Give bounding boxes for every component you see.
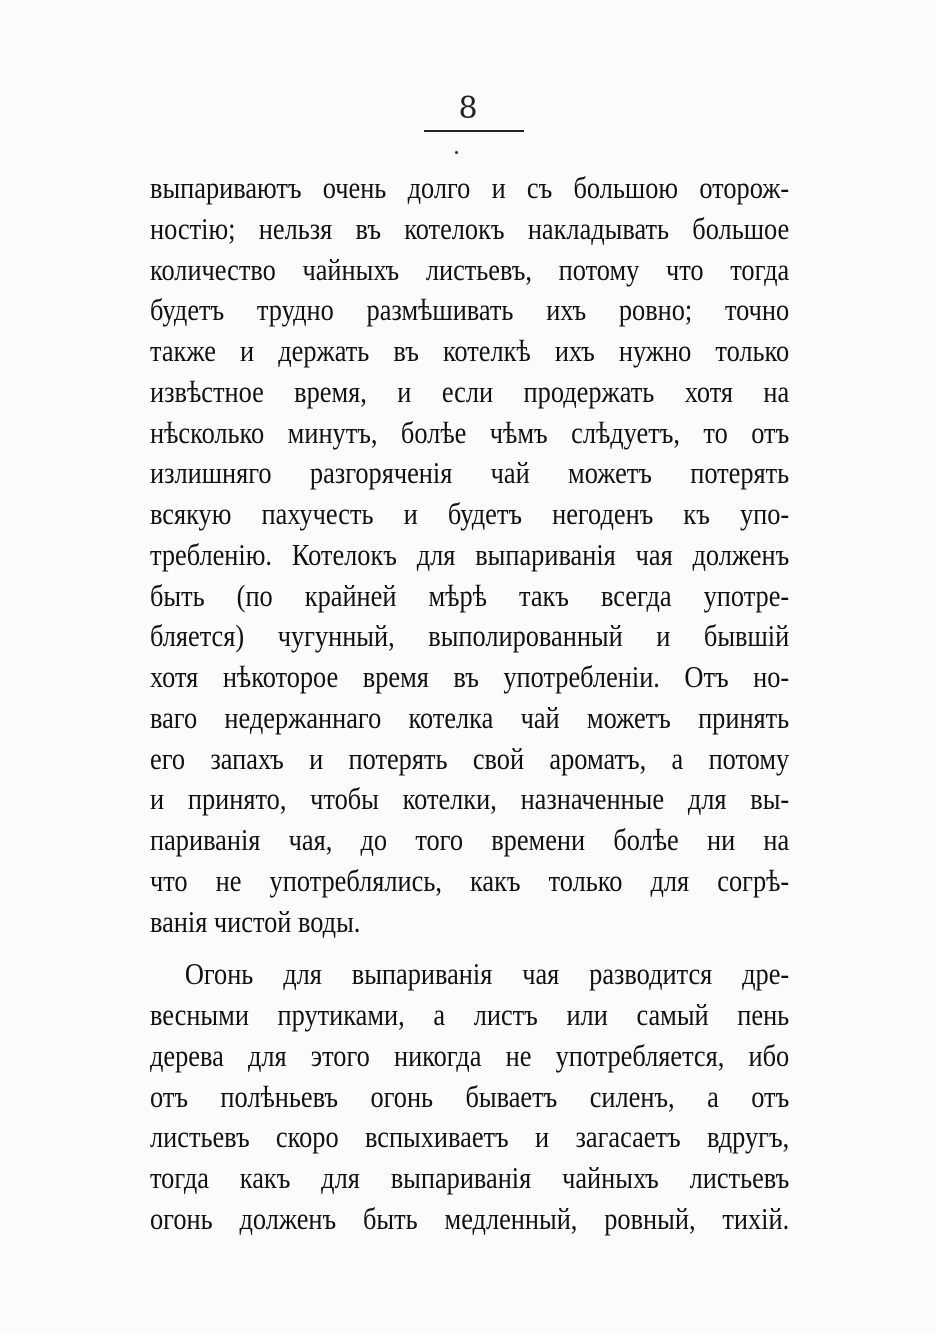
text-line: тогда какъ для выпариванія чайныхъ листьевъ (150, 1160, 790, 1195)
text-line: бляется) чугунный, выполированный и бывшій (150, 618, 790, 654)
paragraph-gap (150, 942, 790, 954)
paragraph-1 (150, 168, 790, 942)
text-line: требленію. Котелокъ для выпариванія чая долженъ (150, 536, 790, 572)
text-line: также и держать въ котелкѣ ихъ нужно только (150, 333, 790, 368)
text-line: весными прутиками, а листъ или самый пень (150, 997, 790, 1032)
text-line: отъ полѣньевъ огонь бываетъ силенъ, а отъ (150, 1078, 790, 1114)
text-line: дерева для этого никогда не употребляется, ибо (150, 1037, 790, 1073)
text-line: хотя нѣкоторое время въ употребленіи. Отъ но- (150, 659, 790, 694)
text-line: нѣсколько минутъ, болѣе чѣмъ слѣдуетъ, то отъ (150, 414, 790, 450)
header-rule (424, 130, 524, 132)
text-line: быть (по крайней мѣрѣ такъ всегда употре- (150, 577, 790, 613)
text-line: ванія чистой воды. (150, 903, 361, 939)
text-line: ностію; нельзя въ котелокъ накладывать большое (150, 210, 790, 246)
text-line: количество чайныхъ листьевъ, потому что тогда (150, 251, 790, 287)
text-line: извѣстное время, и если продержать хотя на (150, 373, 790, 409)
text-line: листьевъ скоро вспыхиваетъ и загасаетъ вдругъ, (150, 1119, 790, 1155)
text-line: и принято, чтобы котелки, назначенные для вы- (150, 781, 790, 817)
text-line: его запахъ и потерять свой ароматъ, а потому (150, 740, 790, 776)
text-line: что не употреблялись, какъ только для согрѣ- (150, 862, 790, 898)
text-line: париванія чая, до того времени болѣе ни на (150, 822, 790, 857)
text-line: всякую пахучесть и будетъ негоденъ къ упо- (150, 496, 790, 531)
body-text (150, 168, 790, 1240)
text-line: ваго недержаннаго котелка чай можетъ принять (150, 699, 790, 735)
text-line: будетъ трудно размѣшивать ихъ ровно; точно (150, 292, 790, 328)
text-line: огонь долженъ быть медленный, ровный, тихій. (150, 1200, 790, 1236)
text-line: излишняго разгоряченія чай можетъ потерять (150, 455, 790, 491)
text-line: выпариваютъ очень долго и съ большою оторож- (150, 170, 790, 205)
paragraph-2 (150, 954, 790, 1239)
text-line: Огонь для выпариванія чая разводится дре- (184, 956, 790, 992)
page-number: 8 (458, 91, 478, 126)
header-rule-dot (455, 151, 458, 154)
